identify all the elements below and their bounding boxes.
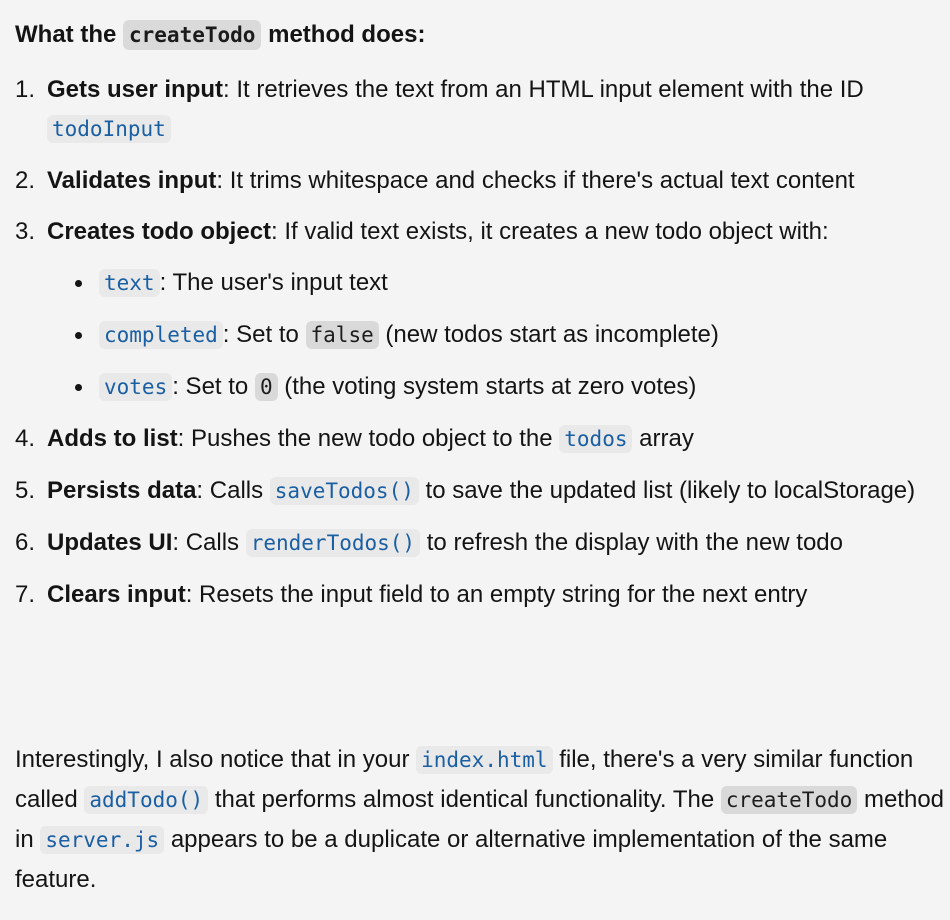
paragraph-text: that performs almost identical functionality. The	[208, 786, 721, 813]
inline-code-createtodo: createTodo	[721, 786, 857, 814]
step-text: : Calls	[172, 529, 246, 556]
list-item-validates-input	[15, 161, 945, 200]
closing-paragraph	[15, 740, 945, 899]
inline-code-value: false	[306, 321, 379, 349]
list-number: 3.	[15, 218, 36, 245]
step-title: Validates input	[47, 167, 217, 194]
list-number: 7.	[15, 581, 36, 608]
sub-text: (the voting system starts at zero votes)	[277, 373, 697, 400]
heading-text: method does:	[261, 21, 426, 48]
inline-code: text	[99, 269, 160, 297]
list-item-persists-data	[15, 471, 945, 511]
step-text: : Resets the input field to an empty string for the next entry	[185, 581, 808, 608]
bullet-icon	[75, 332, 82, 339]
inline-code-createtodo: createTodo	[123, 20, 261, 50]
step-text: : It retrieves the text from an HTML input element with the ID	[223, 76, 864, 103]
sub-text: : Set to	[222, 321, 306, 348]
paragraph-text: method in	[15, 786, 945, 853]
list-item-clears-input	[15, 575, 945, 614]
list-item-gets-user-input	[15, 70, 945, 149]
sub-text: : The user's input text	[159, 269, 388, 296]
inline-code: completed	[99, 321, 223, 349]
step-text: to refresh the display with the new todo	[420, 529, 843, 556]
step-title: Adds to list	[47, 425, 178, 452]
list-item-updates-ui	[15, 523, 945, 563]
step-text: : Pushes the new todo object to the	[177, 425, 560, 452]
paragraph-text: Interestingly, I also notice that in your	[15, 746, 417, 773]
inline-code-value: 0	[255, 373, 278, 401]
heading-text: What the	[15, 21, 123, 48]
inline-code: renderTodos()	[246, 529, 420, 557]
step-text: : It trims whitespace and checks if there's actual text content	[216, 167, 855, 194]
sub-text: : Set to	[172, 373, 255, 400]
list-item-creates-todo-object	[15, 212, 945, 407]
list-item-text-field	[47, 263, 945, 303]
bullet-icon	[75, 280, 82, 287]
list-number: 4.	[15, 425, 36, 452]
inline-code: todoInput	[47, 115, 171, 143]
todo-fields-list	[47, 263, 945, 407]
inline-code: votes	[99, 373, 172, 401]
paragraph-text: file, there's a very similar function called	[15, 746, 914, 813]
step-title: Updates UI	[47, 529, 173, 556]
steps-list	[15, 70, 945, 626]
step-title: Persists data	[47, 477, 197, 504]
section-heading	[15, 14, 425, 56]
step-title: Gets user input	[47, 76, 224, 103]
step-text: : Calls	[196, 477, 270, 504]
list-number: 5.	[15, 477, 36, 504]
step-text: array	[632, 425, 694, 452]
sub-text: (new todos start as incomplete)	[378, 321, 719, 348]
inline-code: todos	[559, 425, 632, 453]
list-item-votes-field	[47, 367, 945, 407]
step-text: to save the updated list (likely to localStorage)	[418, 477, 916, 504]
step-text: : If valid text exists, it creates a new todo object with:	[271, 218, 829, 245]
list-number: 6.	[15, 529, 36, 556]
step-title: Creates todo object	[47, 218, 272, 245]
list-number: 2.	[15, 167, 36, 194]
inline-code: saveTodos()	[270, 477, 419, 505]
paragraph-text: appears to be a duplicate or alternative implementation of the same feature.	[15, 826, 888, 893]
list-item-adds-to-list	[15, 419, 945, 459]
step-title: Clears input	[47, 581, 186, 608]
inline-code-server-js: server.js	[40, 826, 164, 854]
inline-code-index-html: index.html	[416, 746, 552, 774]
list-number: 1.	[15, 76, 36, 103]
inline-code-addtodo: addTodo()	[84, 786, 208, 814]
bullet-icon	[75, 384, 82, 391]
list-item-completed-field	[47, 315, 945, 355]
